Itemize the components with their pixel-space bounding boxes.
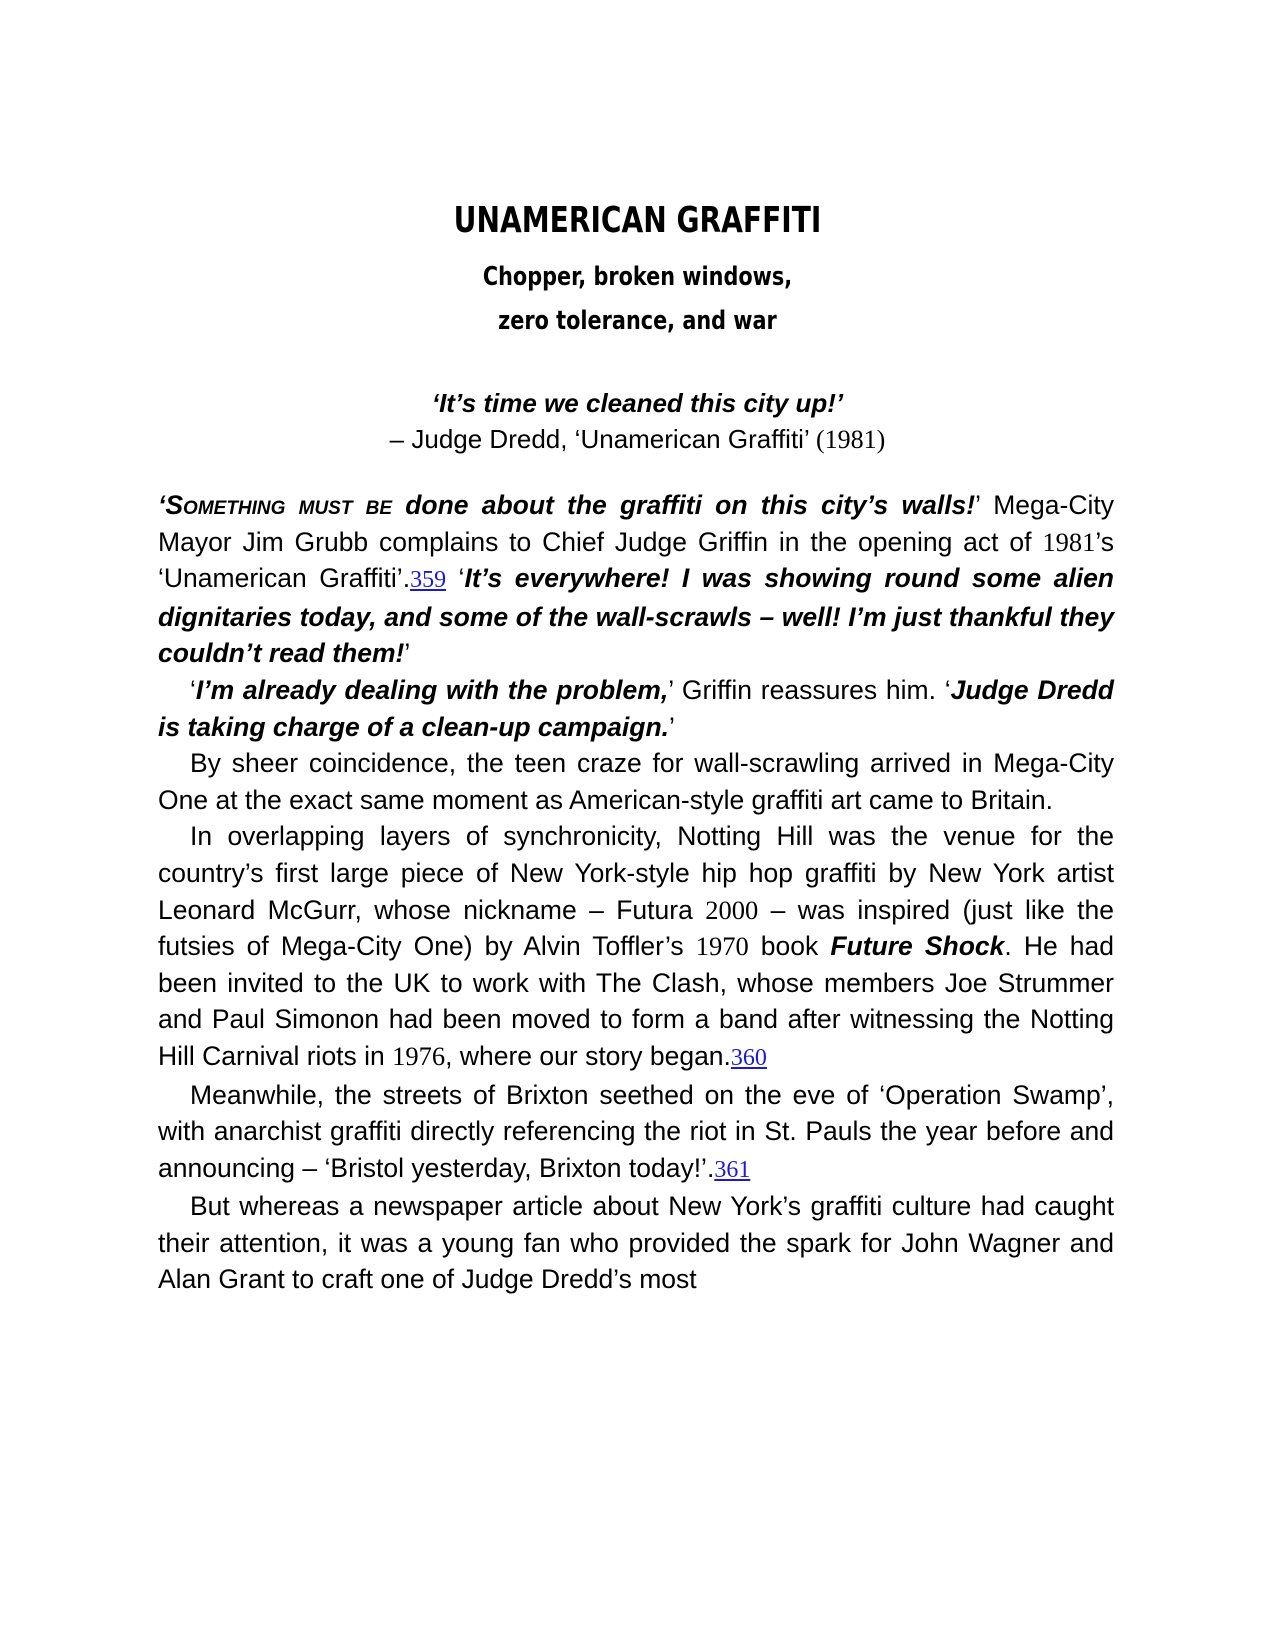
paragraph-1-text-3: ‘	[446, 563, 465, 594]
paragraph-4-text-2: – was inspired (just like the futsies of Mega-City One) by Alvin Toffler’s	[158, 894, 1114, 962]
footnote-link-359[interactable]: 359	[410, 567, 447, 594]
griffin-quote: I’m already dealing with the problem,	[195, 674, 669, 705]
quote-close: ’	[975, 490, 981, 520]
quote-open: ‘	[190, 674, 196, 705]
paragraph-3: By sheer coincidence, the teen craze for wall-scrawling arrived in Mega-City One at the exact same moment as American-style graffiti art came to Britain.	[158, 748, 1114, 815]
paragraph-1-text: Mega-City Mayor Jim Grubb complains to Chief Judge Griffin in the opening act of	[158, 490, 1114, 557]
number-2000: 2000	[705, 894, 759, 925]
chapter-subtitle-line-1: Chopper, broken windows,	[482, 262, 793, 292]
chapter-title: UNAMERICAN GRAFFITI	[453, 200, 822, 241]
paragraph-4-text-1: In overlapping layers of synchronicity, Notting Hill was the venue for the country’s first large piece of New York-style hip hop graffiti by New York artist Leonard McGurr, whose nickname – Futura	[158, 821, 1114, 925]
opening-quote: done about the graffiti on this city’s walls!	[392, 490, 976, 520]
paragraph-6: But whereas a newspaper article about New York’s graffiti culture had caught their attention, it was a young fan who provided the spark for John Wagner and Alan Grant to craft one of Judge Dredd’s most	[158, 1191, 1114, 1295]
body-text	[158, 487, 1114, 1298]
year-1976: 1976	[392, 1040, 446, 1071]
footnote-link-361[interactable]: 361	[714, 1156, 751, 1183]
paragraph-4	[158, 818, 1114, 1076]
quote-close-2: ’	[404, 638, 411, 669]
footnote-link-360[interactable]: 360	[730, 1044, 767, 1071]
epigraph-attribution-text: – Judge Dredd, ‘Unamerican Graffiti’	[389, 424, 816, 454]
paragraph-4-text-5: , where our story began.	[445, 1040, 731, 1071]
epigraph-attribution	[0, 424, 1275, 455]
year-1970: 1970	[695, 931, 749, 962]
epigraph-quote: ‘It’s time we cleaned this city up!’	[431, 388, 844, 418]
paragraph-5	[158, 1077, 1114, 1189]
mayor-quote: It’s everywhere! I was showing round some alien dignitaries today, and some of the wall-scrawls – well! I’m just thankful they couldn’t read them!	[158, 563, 1114, 669]
paragraph-2	[158, 672, 1114, 745]
paragraph-4-text-4: . He had been invited to the UK to work with The Clash, whose members Joe Strummer and Paul Simonon had been moved to form a band after witnessing the Notting Hill Carnival riots in	[158, 931, 1114, 1071]
quote-close-3: ’	[669, 711, 675, 742]
paragraph-4-text-3: book	[748, 931, 831, 962]
griffin-quote-2: Judge Dredd is taking charge of a clean-up campaign.	[158, 674, 1114, 742]
chapter-subtitle-line-2: zero tolerance, and war	[498, 306, 777, 336]
year-1981: 1981	[1042, 526, 1096, 557]
paragraph-1	[158, 487, 1114, 672]
paragraph-2-text: ’ Griffin reassures him. ‘	[668, 674, 951, 705]
paragraph-5-text: Meanwhile, the streets of Brixton seethed on the eve of ‘Operation Swamp’, with anarchist graffiti directly referencing the riot in St. Pauls the year before and announcing – ‘Bristol yesterday, Brixton today!’.	[158, 1079, 1114, 1183]
opening-small-caps: ‘Something must be	[158, 490, 393, 520]
epigraph-year: (1981)	[815, 425, 886, 454]
book-title: Future Shock	[830, 931, 1005, 962]
paragraph-1-text-2: ’s ‘Unamerican Graffiti’.	[158, 526, 1114, 594]
